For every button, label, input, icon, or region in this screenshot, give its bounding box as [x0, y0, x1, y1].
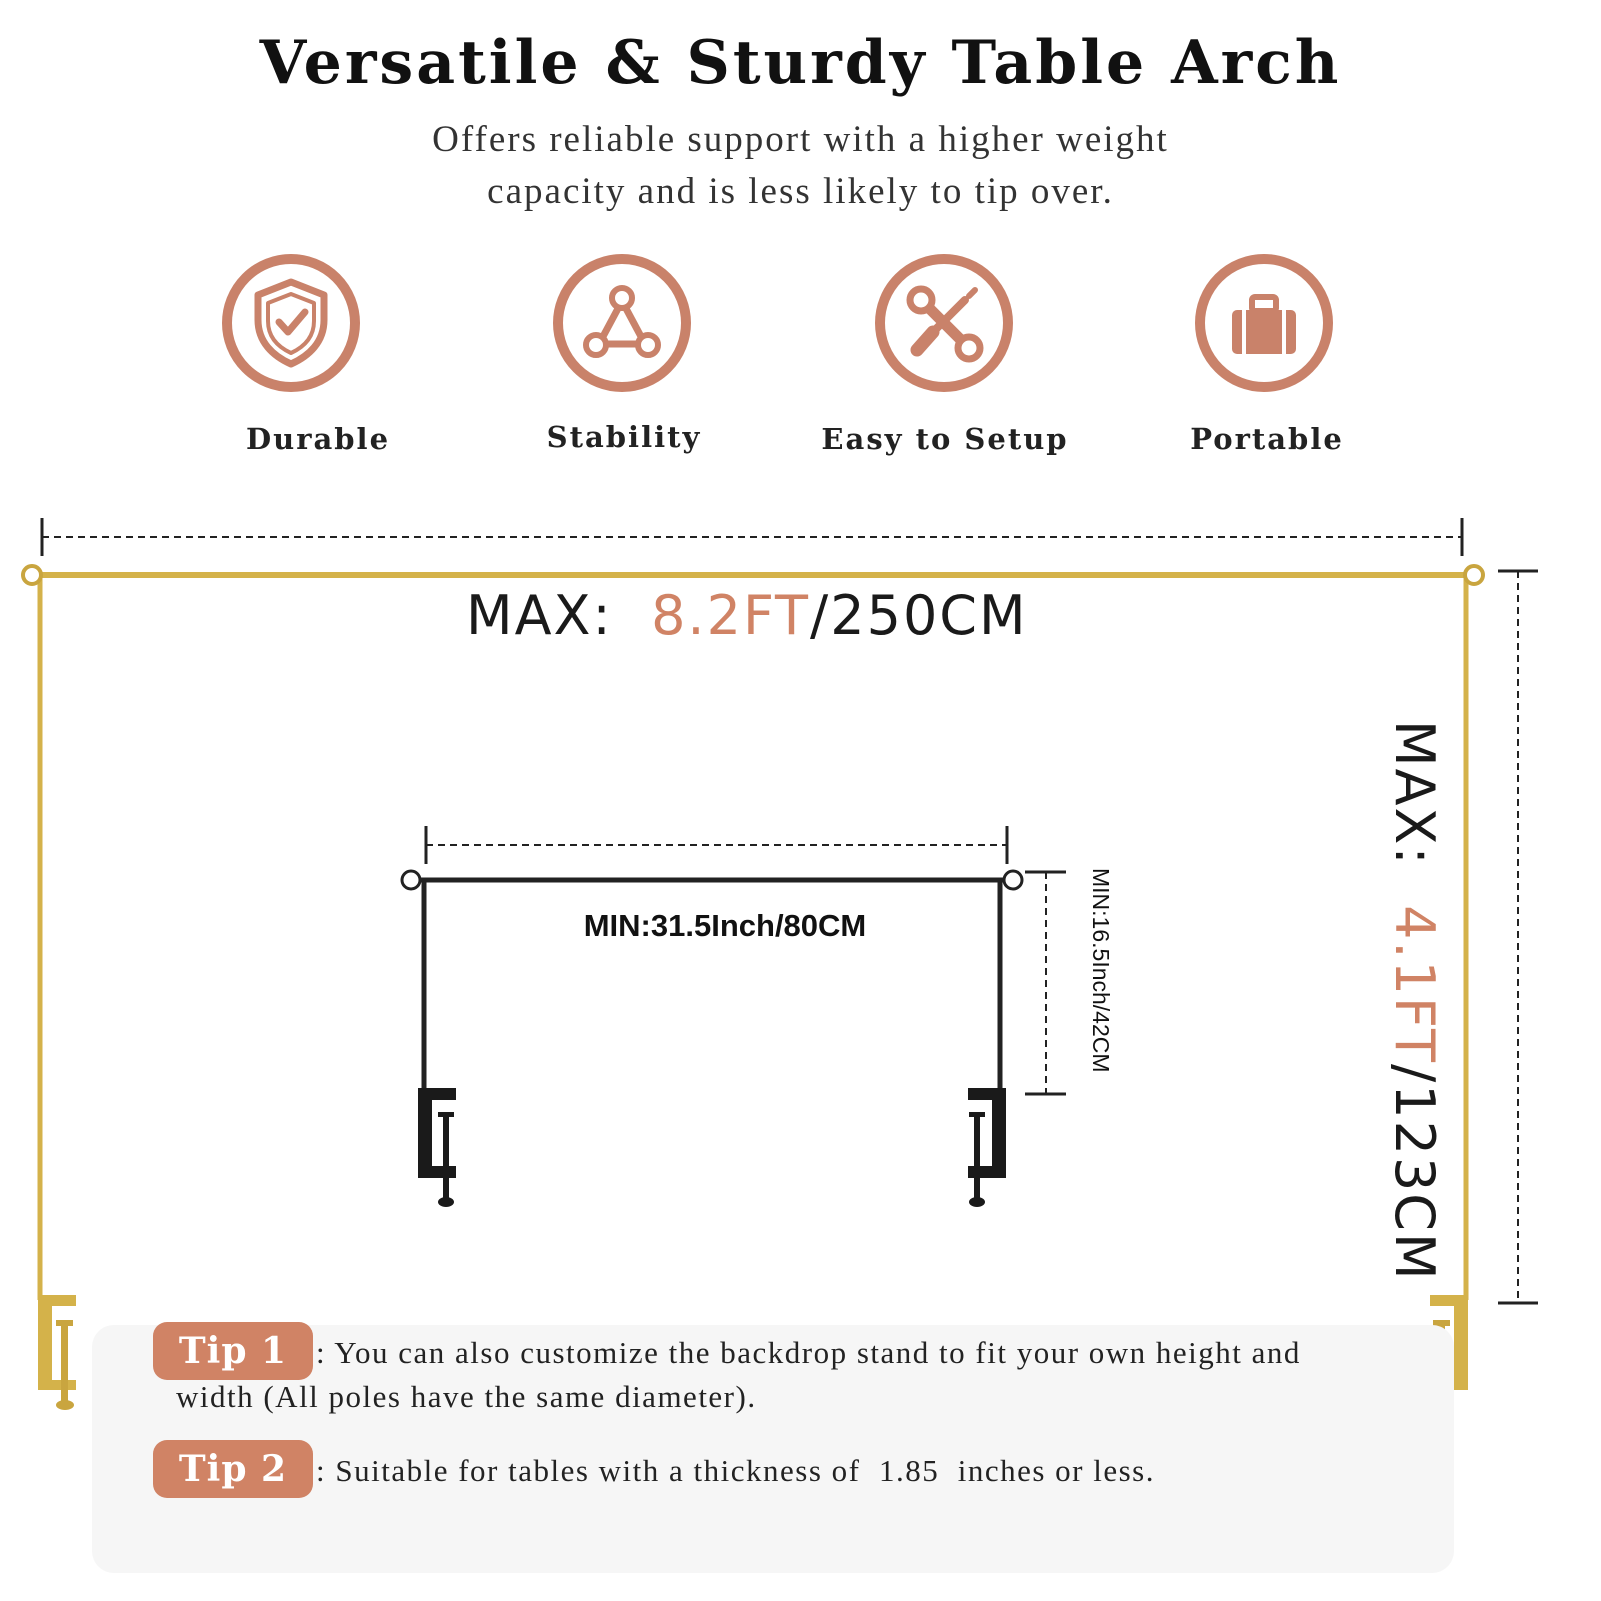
- feature-label-portable: Portable: [1190, 422, 1344, 456]
- black-arch: [402, 826, 1066, 1207]
- max-width-dimension-line: [42, 518, 1462, 556]
- max-width-label: [466, 584, 1028, 647]
- max-height-dimension-line: [1498, 571, 1538, 1303]
- min-height-label: MIN:16.5Inch/42CM: [1088, 868, 1114, 1073]
- tip-2-text: : Suitable for tables with a thickness of 1.85 inches or less.: [316, 1453, 1156, 1488]
- feature-label-durable: Durable: [245, 422, 391, 456]
- feature-label-easy-setup: Easy to Setup: [821, 422, 1069, 456]
- page-title: Versatile & Sturdy Table Arch: [259, 28, 1342, 98]
- subtitle-line-2: capacity and is less likely to tip over.: [487, 171, 1114, 212]
- max-width-value: 8.2FT: [651, 584, 811, 647]
- subtitle-line-1: Offers reliable support with a higher weight: [432, 119, 1169, 160]
- tip-1-text-line-1: : You can also customize the backdrop stand to fit your own height and: [316, 1335, 1301, 1370]
- tip-2-badge: Tip 2: [153, 1440, 313, 1498]
- max-height-suffix: /123CM: [1383, 1064, 1446, 1282]
- max-width-suffix: /250CM: [810, 584, 1028, 647]
- min-width-label: MIN:31.5Inch/80CM: [583, 908, 867, 943]
- max-height-prefix: MAX:: [1383, 720, 1446, 867]
- max-height-label: [1383, 720, 1446, 1282]
- gold-arch: [23, 566, 1483, 1410]
- feature-label-stability: Stability: [546, 420, 702, 454]
- tip-1-text-line-2: width (All poles have the same diameter).: [176, 1379, 757, 1414]
- max-height-value: 4.1FT: [1383, 905, 1446, 1065]
- tip-1-badge: Tip 1: [153, 1322, 313, 1380]
- max-width-prefix: MAX:: [466, 584, 613, 647]
